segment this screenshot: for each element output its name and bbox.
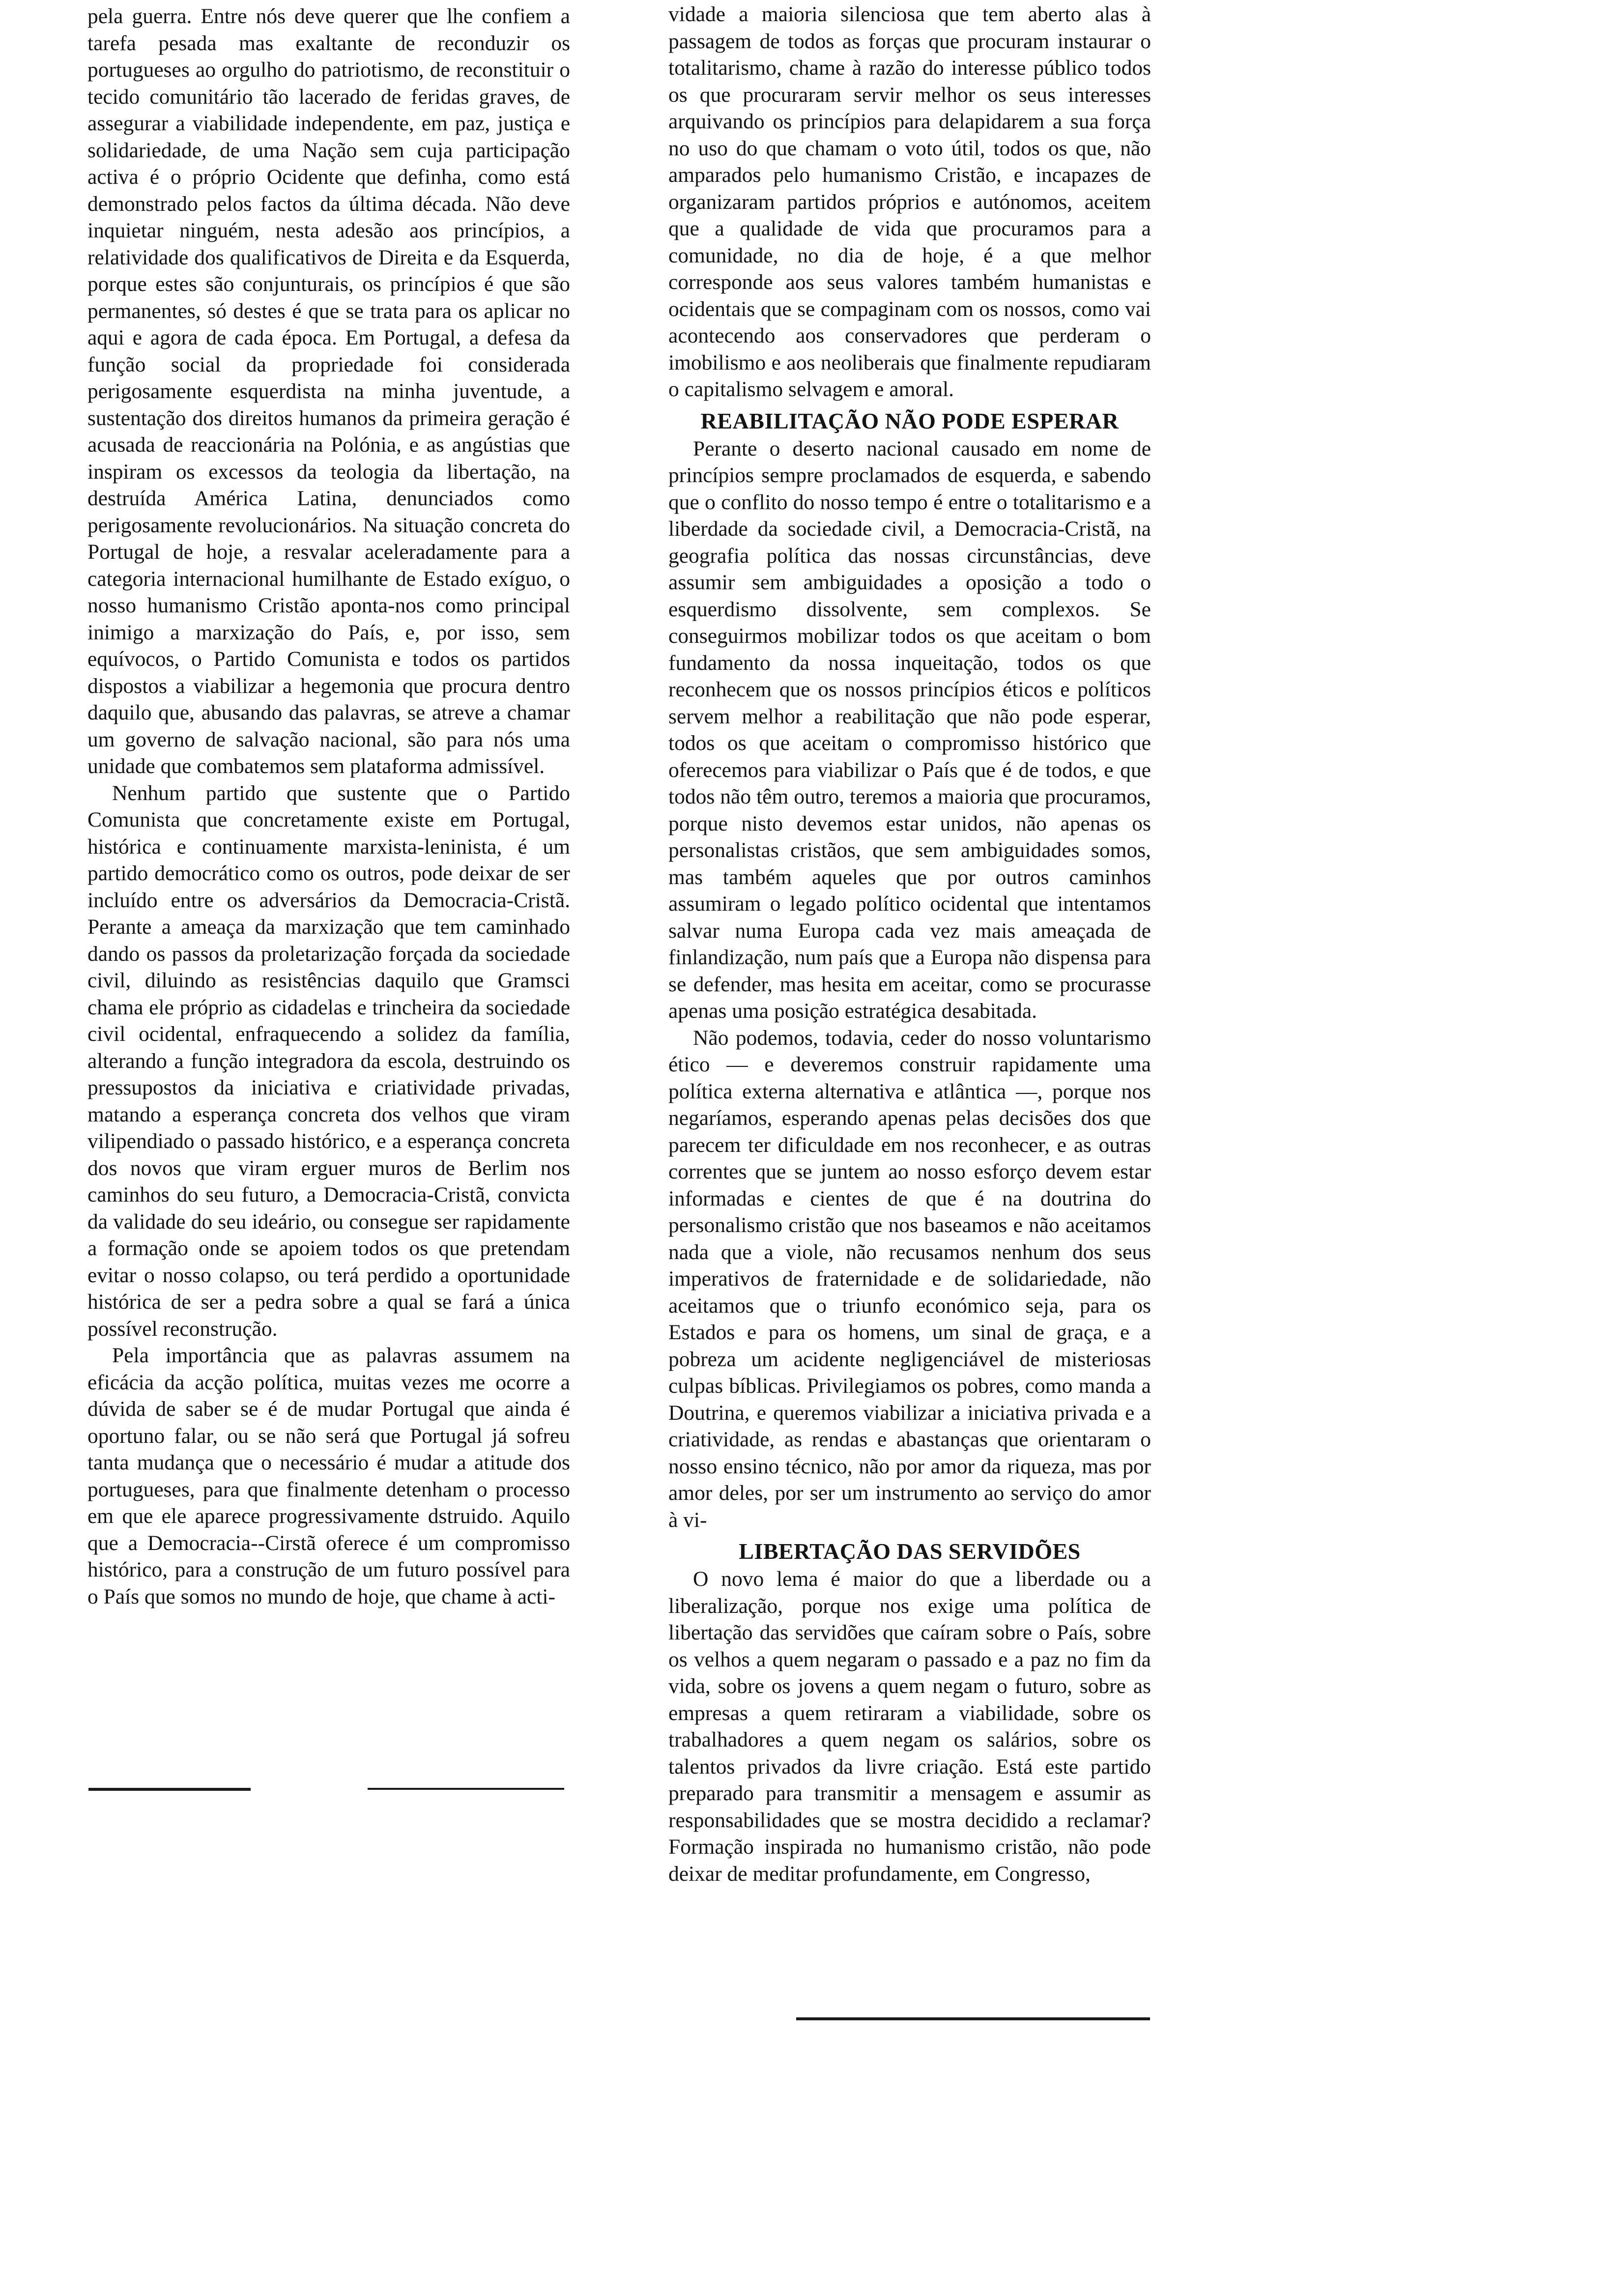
left-paragraph-3: Pela importância que as palavras assumem na eficácia da acção política, muitas vezes me ocorre a dúvida de saber se é de mudar Portugal que ainda é oportuno falar, ou se não será que Portugal já sofreu tanta mudança que o necessário é mudar a atitude dos portugueses, para que finalmente detenham o processo em que ele aparece progressivamente dstruido. Aquilo que a Democracia--Cirstã oferece é um compromisso histórico, para a construção de um futuro possível para o País que somos no mundo de hoje, que chame à acti- <box>87 1344 570 1608</box>
section-heading-libertacao: LIBERTAÇÃO DAS SERVIDÕES <box>739 1539 1081 1564</box>
right-column-end-rule <box>796 2017 1150 2020</box>
left-column <box>87 0 570 1610</box>
left-column-end-rule-right <box>368 1788 564 1790</box>
section-heading-reabilitacao: REABILITAÇÃO NÃO PODE ESPERAR <box>700 408 1119 433</box>
left-paragraph-1: pela guerra. Entre nós deve querer que lhe confiem a tarefa pesada mas exaltante de reconduzir os portugueses ao orgulho do patriotismo, de reconstituir o tecido comunitário tão lacerado de feridas graves, de assegurar a viabilidade independente, em paz, justiça e solidariedade, de uma Nação sem cuja participação activa é o próprio Ocidente que definha, como está demonstrado pelos factos da última década. Não deve inquietar ninguém, nesta adesão aos princípios, a relatividade dos qualificativos de Direita e da Esquerda, porque estes são conjunturais, os princípios é que são permanentes, só destes é que se trata para os aplicar no aqui e agora de cada época. Em Portugal, a defesa da função social da propriedade foi considerada perigosamente esquerdista na minha juventude, a sustentação dos direitos humanos da primeira geração é acusada de reaccionária na Polónia, e as angústias que inspiram os excessos da teologia da libertação, na destruída América Latina, denunciados como perigosamente revolucionários. Na situação concreta do Portugal de hoje, a resvalar aceleradamente para a categoria internacional humilhante de Estado exíguo, o nosso humanismo Cristão aponta-nos como principal inimigo a marxização do País, e, por isso, sem equívocos, o Partido Comunista e todos os partidos dispostos a viabilizar a hegemonia que procura dentro daquilo que, abusando das palavras, se atreve a chamar um governo de salvação nacional, são para nós uma unidade que combatemos sem plataforma admissível. <box>87 4 570 778</box>
section2-paragraph-1: O novo lema é maior do que a liberdade ou a liberalização, porque nos exige uma política de libertação das servidões que caíram sobre o País, sobre os velhos a quem negaram o passado e a paz no fim da vida, sobre os jovens a quem negam o futuro, sobre as empresas a quem retiraram a viabilidade, sobre os trabalhadores a quem negam os salários, sobre os talentos privados da livre criação. Está este partido preparado para transmitir a mensagem e assumir as responsabilidades que se mostra decidido a reclamar? Formação inspirada no humanismo cristão, não pode deixar de meditar profundamente, em Congresso, <box>668 1567 1151 1886</box>
section1-paragraph-2: Não podemos, todavia, ceder do nosso voluntarismo ético — e deveremos construir rapidamente uma política externa alternativa e atlântica —, porque nos negaríamos, esperando apenas pelas decisões dos que parecem ter dificuldade em nos reconhecer, e as outras correntes que se juntem ao nosso esforço devem estar informadas e cientes de que é na doutrina do personalismo cristão que nos baseamos e não aceitamos nada que a viole, não recusamos nenhum dos seus imperativos de fraternidade e de solidariedade, não aceitamos que o triunfo económico seja, para os Estados e para os homens, um sinal de graça, e a pobreza um acidente negligenciável de misteriosas culpas bíblicas. Privilegiamos os pobres, como manda a Doutrina, e queremos viabilizar a iniciativa privada e a criatividade, as rendas e abastanças que orientaram o nosso ensino técnico, não por amor da riqueza, mas por amor deles, por ser um instrumento ao serviço do amor à vi- <box>668 1026 1151 1532</box>
left-column-end-rule <box>88 1788 251 1791</box>
right-column <box>668 0 1151 1887</box>
section1-paragraph-1: Perante o deserto nacional causado em nome de princípios sempre proclamados de esquerda, e sabendo que o conflito do nosso tempo é entre o totalitarismo e a liberdade da sociedade civil, a Democracia-Cristã, na geografia política das nossas circunstâncias, deve assumir sem ambiguidades a oposição a todo o esquerdismo dissolvente, sem complexos. Se conseguirmos mobilizar todos os que aceitam o bom fundamento da nossa inqueitação, todos os que reconhecem que os nossos princípios éticos e políticos servem melhor a reabilitação que não pode esperar, todos os que aceitam o compromisso histórico que oferecemos para viabilizar o País que é de todos, e que todos não têm outro, teremos a maioria que procuramos, porque nisto devemos estar unidos, não apenas os personalistas cristãos, que sem ambiguidades somos, mas também aqueles que por outros caminhos assumiram o legado político ocidental que intentamos salvar numa Europa cada vez mais ameaçada de finlandização, num país que a Europa não dispensa para se defender, mas hesita em aceitar, como se procurasse apenas uma posição estratégica desabitada. <box>668 436 1151 1023</box>
left-paragraph-2: Nenhum partido que sustente que o Partido Comunista que concretamente existe em Portugal, histórica e continuamente marxista-leninista, é um partido democrático como os outros, pode deixar de ser incluído entre os adversários da Democracia-Cristã. Perante a ameaça da marxização que tem caminhado dando os passos da proletarização forçada da sociedade civil, diluindo as resistências daquilo que Gramsci chama ele próprio as cidadelas e trincheira da sociedade civil ocidental, enfraquecendo a solidez da família, alterando a função integradora da escola, destruindo os pressupostos da iniciativa e criatividade privadas, matando a esperança concreta dos velhos que viram vilipendiado o passado histórico, e a esperança concreta dos novos que viram erguer muros de Berlim nos caminhos do seu futuro, a Democracia-Cristã, convicta da validade do seu ideário, ou consegue ser rapidamente a formação onde se apoiem todos os que pretendam evitar o nosso colapso, ou terá perdido a oportunidade histórica de ser a pedra sobre a qual se fará a única possível reconstrução. <box>87 781 570 1341</box>
right-intro-paragraph: vidade a maioria silenciosa que tem aberto alas à passagem de todos as forças que procuram instaurar o totalitarismo, chame à razão do interesse público todos os que procuraram servir melhor os seus interesses arquivando os princípios para delapidarem a sua força no uso do que chamam o voto útil, todos os que, não amparados pelo humanismo Cristão, e incapazes de organizaram partidos próprios e autónomos, aceitem que a qualidade de vida que procuramos para a comunidade, no dia de hoje, é a que melhor corresponde aos seus valores também humanistas e ocidentais que se compaginam com os nossos, como vai acontecendo aos conservadores que perderam o imobilismo e aos neoliberais que finalmente repudiaram o capitalismo selvagem e amoral. <box>668 2 1151 401</box>
